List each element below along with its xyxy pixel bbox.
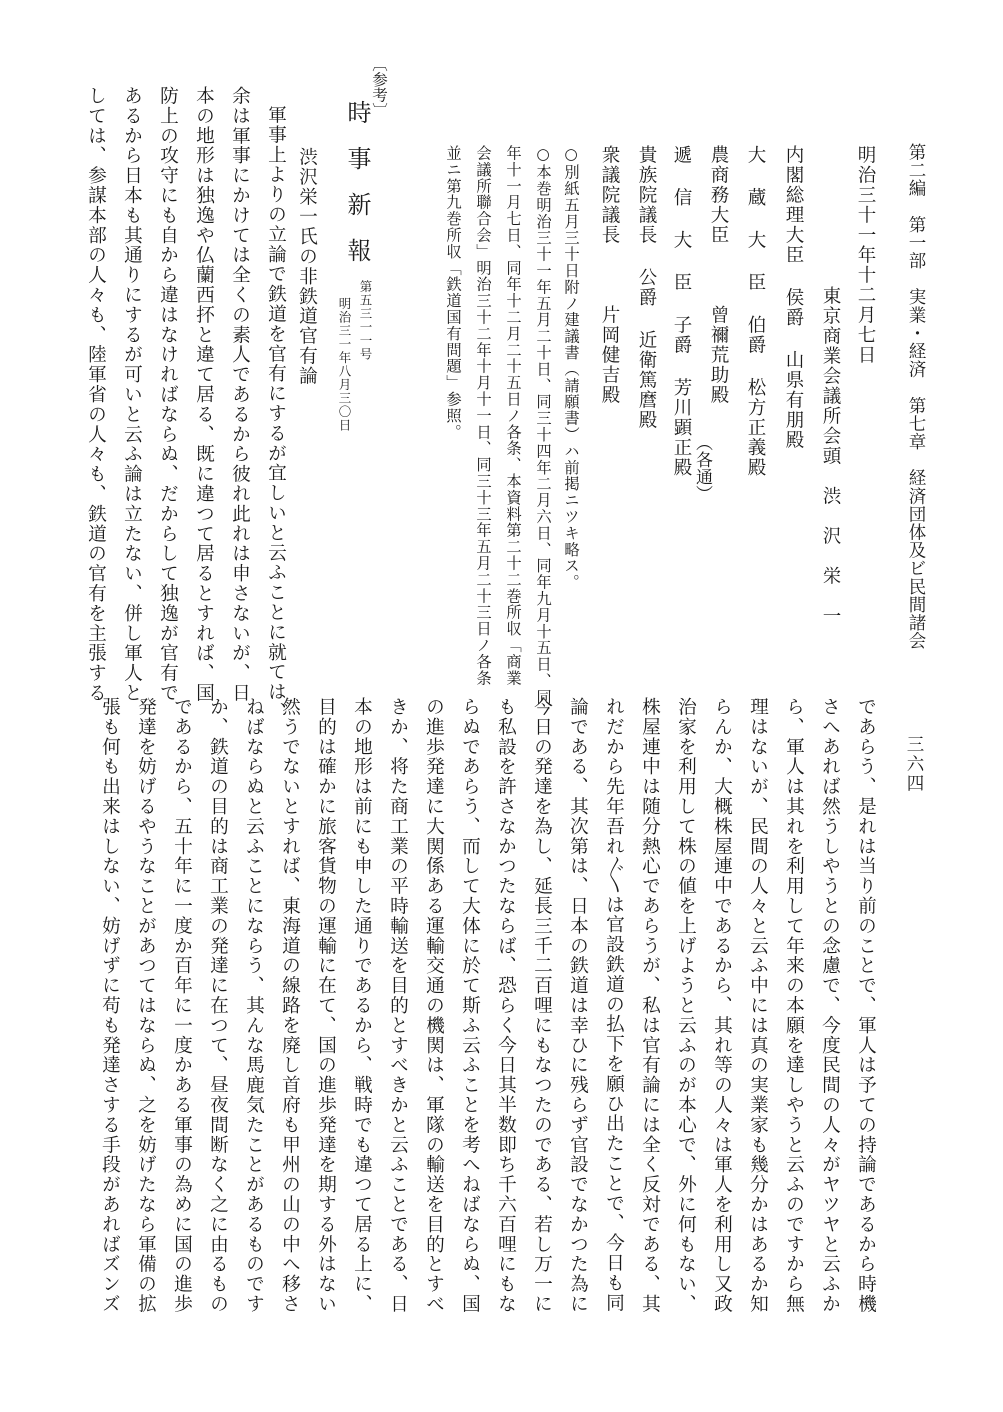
body-line: 目的は確かに旅客貨物の運輸に在て、国の進歩発達を期する外はない bbox=[315, 697, 336, 1314]
body-line: あるから日本も其通りにするが可いと云ふ論は立たない、併し軍人と bbox=[121, 86, 142, 703]
body-line: きか、将た商工業の平時輸送を目的とすべきかと云ふことである、日 bbox=[387, 697, 408, 1314]
body-line: 然うでないとすれば、東海道の線路を廃し首府も甲州の山の中へ移さ bbox=[279, 697, 300, 1314]
body-line: 防上の攻守にも自から違はなければならぬ、だからして独逸が官有で bbox=[157, 86, 178, 703]
page-number: 三六四 bbox=[904, 735, 924, 794]
body-line: 理はないが、民間の人々と云ふ中には真の実業家も幾分かはあるか知 bbox=[747, 697, 768, 1314]
recipient: 内閣総理大臣 侯爵 山県有朋殿 bbox=[783, 145, 804, 450]
body-line: 治家を利用して株の値を上げようと云ふのが本心で、外に何もない、 bbox=[675, 697, 696, 1314]
newspaper-title: 時事新報 bbox=[343, 100, 371, 284]
note-line: ○本巻明治三十一年五月二十日、同三十四年二月六日、同年九月十五日、同 bbox=[534, 145, 552, 706]
recipient: 貴族院議長 公爵 近衛篤麿殿 bbox=[636, 145, 657, 430]
issue-number: 第五三一一号 bbox=[358, 280, 373, 361]
body-line: であるから、五十年に一度か百年に一度かある軍事の為めに国の進歩 bbox=[171, 697, 192, 1314]
body-line: れだから先年吾れ〴〵は官設鉄道の払下を願ひ出たことで、今日も同 bbox=[603, 697, 624, 1313]
note-line: ○別紙五月三十日附ノ建議書（請願書）ハ前掲ニツキ略ス。 bbox=[562, 145, 580, 591]
article-title: 渋沢栄一氏の非鉄道官有論 bbox=[296, 147, 317, 386]
recipient: 遞 信 大 臣 子爵 芳川顕正殿 bbox=[671, 145, 692, 478]
body-line: も私設を許さなかつたならば、恐らく今日其半数即ち千六百哩にもな bbox=[495, 697, 516, 1314]
body-line: ら、軍人は其れを利用して年来の本願を達しやうと云ふのですから無 bbox=[783, 697, 804, 1314]
body-line: ねばならぬと云ふことにならう、其んな馬鹿気たことがあるものです bbox=[243, 697, 264, 1314]
issue-date: 明治三一年八月三〇日 bbox=[337, 297, 352, 432]
body-line: 発達を妨げるやうなことがあつてはならぬ、之を妨げたなら軍備の拡 bbox=[135, 697, 156, 1314]
note-line: 会議所聯合会」明治三十二年十月十一日、同三十三年五月二十三日ノ各条 bbox=[474, 145, 492, 687]
body-line: 張も何も出来はしない、妨げずに苟も発達さする手段があればズンズ bbox=[99, 697, 120, 1314]
note-line: 年十一月七日、同年十二月二十五日ノ各条、本資料第二十二巻所収「商業 bbox=[504, 145, 522, 687]
body-line: 本の地形は前にも申した通りであるから、戦時でも違つて居る上に、 bbox=[351, 697, 372, 1314]
recipient: 農商務大臣 曾禰荒助殿 bbox=[708, 145, 729, 405]
body-line: 今日の発達を為し、延長三千二百哩にもなつたのである、若し万一に bbox=[531, 697, 552, 1314]
kakutsu-mark: （各通） bbox=[692, 434, 712, 502]
body-line: らぬであらう、而して大体に於て斯ふ云ふことを考へねばならぬ、国 bbox=[459, 697, 480, 1314]
body-line: しては、参謀本部の人々も、陸軍省の人々も、鉄道の官有を主張する bbox=[85, 86, 106, 703]
body-line: であらう、是れは当り前のことで、軍人は予ての持論であるから時機 bbox=[855, 697, 876, 1314]
body-line: か、鉄道の目的は商工業の発達に在つて、昼夜間断なく之に由るもの bbox=[207, 697, 228, 1314]
recipient: 大 蔵 大 臣 伯爵 松方正義殿 bbox=[745, 145, 766, 478]
body-line: の進歩発達に大関係ある運輸交通の機関は、軍隊の輸送を目的とすべ bbox=[423, 697, 444, 1314]
body-line: 株屋連中は随分熱心であらうが、私は官有論には全く反対である、其 bbox=[639, 697, 660, 1314]
body-line: 軍事上よりの立論で鉄道を官有にするが宜しいと云ふことに就ては、 bbox=[265, 105, 286, 722]
body-line: さへあれば然うしやうとの念慮で、今度民間の人々がヤツヤと云ふか bbox=[819, 697, 840, 1314]
body-line: 本の地形は独逸や仏蘭西抔と違て居る、既に違つて居るとすれば、国 bbox=[193, 86, 214, 703]
recipient: 衆議院議長 片岡健吉殿 bbox=[599, 145, 620, 405]
reference-label: 〔参考〕 bbox=[370, 56, 388, 118]
running-head: 第二編 第一部 実業・経済 第七章 経済団体及ビ民間諸会 bbox=[906, 143, 926, 650]
body-line: 論である、其次第は、日本の鉄道は幸ひに残らず官設でなかつた為に bbox=[567, 697, 588, 1314]
body-line: 余は軍事にかけては全くの素人であるから彼れ此れは申さないが、日 bbox=[229, 86, 250, 703]
letter-sender: 東京商業会議所会頭 渋 沢 栄 一 bbox=[820, 286, 841, 626]
note-line: 並ニ第九巻所収「鉄道国有問題」参照。 bbox=[444, 145, 462, 441]
letter-date: 明治三十一年十二月七日 bbox=[855, 145, 876, 365]
body-line: らんか、大概株屋連中であるから、其れ等の人々は軍人を利用し又政 bbox=[711, 697, 732, 1314]
